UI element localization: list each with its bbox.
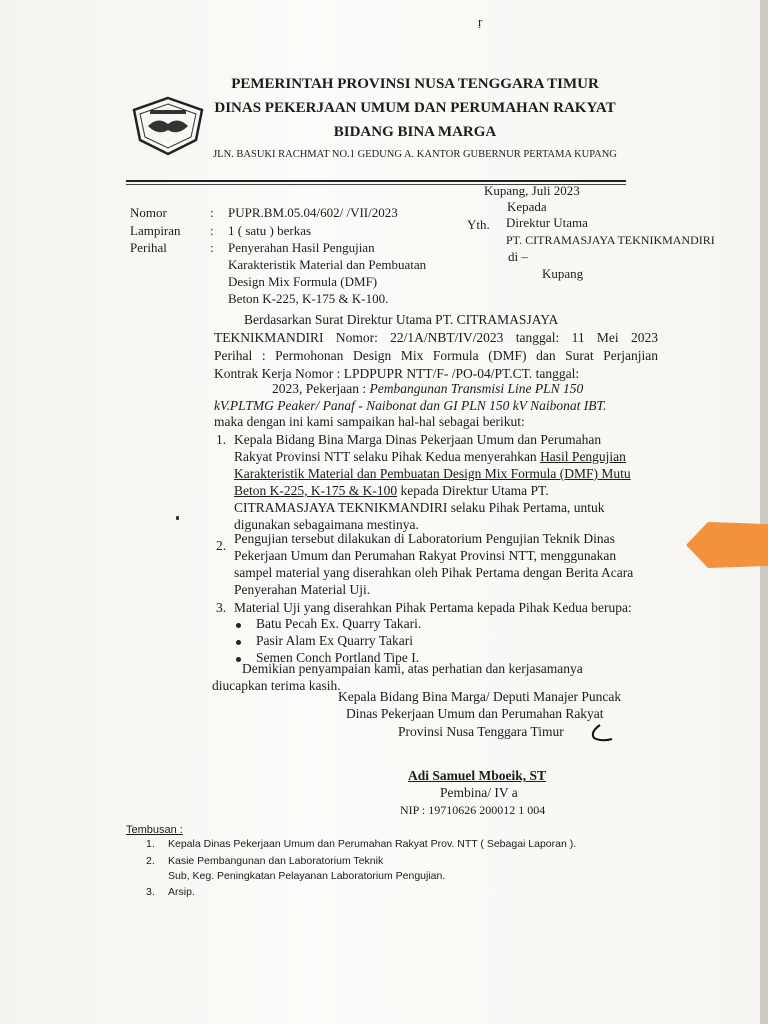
body-p1-line-4: Kontrak Kerja Nomor : LPDPUPR NTT/F- /PO-04/PT.CT. tanggal: — [214, 366, 580, 381]
item-3-number: 3. — [216, 600, 227, 615]
cc-heading: Tembusan : — [126, 824, 183, 836]
signatory-title-2: Dinas Pekerjaan Umum dan Perumahan Rakyat — [346, 706, 604, 721]
recipient-kepada: Kepada — [507, 199, 547, 214]
recipient-line-2: PT. CITRAMASJAYA TEKNIKMANDIRI — [506, 233, 715, 247]
letterhead-line-2: DINAS PEKERJAAN UMUM DAN PERUMAHAN RAKYAT — [214, 100, 616, 116]
item-2-line-1: Pengujian tersebut dilakukan di Laboratorium Pengujian Teknik Dinas — [234, 531, 615, 546]
item-1-line-4-text: kepada Direktur Utama PT. — [397, 483, 549, 498]
item-1-line-6: digunakan sebagaimana mestinya. — [234, 517, 419, 532]
material-item-1: Batu Pecah Ex. Quarry Takari. — [256, 616, 422, 631]
item-1-underline-2: Karakteristik Material dan Pembuatan Design Mix Formula (DMF) Mutu — [234, 466, 631, 481]
place-date: Kupang, Juli 2023 — [484, 183, 580, 198]
item-1-line-4 — [234, 483, 549, 499]
top-ink-mark: ṛ — [478, 14, 483, 29]
cc-item-3-number: 3. — [146, 886, 155, 898]
letterhead-line-3: BIDANG BINA MARGA — [333, 124, 497, 140]
nomor-label: Nomor — [130, 205, 167, 220]
ink-speck — [176, 516, 179, 520]
nomor-colon: : — [210, 205, 214, 220]
item-3-intro: Material Uji yang diserahkan Pihak Pertama kepada Pihak Kedua berupa: — [234, 600, 632, 615]
perihal-line-4: Beton K-225, K-175 & K-100. — [228, 291, 389, 306]
signature-mark — [586, 722, 614, 744]
closing-line-1: Demikian penyampaian kami, atas perhatian dan kerjasamanya — [242, 661, 583, 676]
signatory-title-3: Provinsi Nusa Tenggara Timur — [398, 724, 564, 739]
signatory-nip: NIP : 19710626 200012 1 004 — [400, 803, 546, 817]
lampiran-value: 1 ( satu ) berkas — [228, 223, 312, 238]
body-p1-line-2: TEKNIKMANDIRI Nomor: 22/1A/NBT/IV/2023 tanggal: 11 Mei 2023 — [214, 330, 658, 345]
nomor-value: PUPR.BM.05.04/602/ /VII/2023 — [228, 205, 398, 220]
item-2-line-3: sampel material yang diserahkan oleh Pihak Pertama dengan Berita Acara — [234, 565, 634, 580]
cc-item-2-number: 2. — [146, 855, 155, 867]
item-1-line-2-text: Rakyat Provinsi NTT selaku Pihak Kedua menyerahkan — [234, 449, 541, 464]
bullet-icon — [236, 623, 241, 628]
body-p1-line-5-text: 2023, Pekerjaan : — [272, 381, 370, 396]
page-edge-shadow — [760, 0, 768, 1024]
item-1-line-5: CITRAMASJAYA TEKNIKMANDIRI selaku Pihak Pertama, untuk — [234, 500, 605, 515]
body-p1-line-7: maka dengan ini kami sampaikan hal-hal sebagai berikut: — [214, 414, 525, 429]
perihal-line-2: Karakteristik Material dan Pembuatan — [228, 257, 427, 272]
item-1-underline-1: Hasil Pengujian — [540, 449, 626, 464]
recipient-line-1: Direktur Utama — [506, 215, 588, 230]
item-1-underline-3: Beton K-225, K-175 & K-100 — [234, 483, 398, 498]
item-1-number: 1. — [216, 432, 227, 447]
bullet-icon — [236, 640, 241, 645]
item-1-line-2 — [234, 449, 626, 465]
perihal-colon: : — [210, 240, 214, 255]
lampiran-label: Lampiran — [130, 223, 181, 238]
perihal-label: Perihal — [130, 240, 167, 255]
signatory-name: Adi Samuel Mboeik, ST — [408, 768, 547, 783]
cc-item-2-continued: Sub, Keg. Peningkatan Pelayanan Laboratorium Pengujian. — [168, 870, 446, 882]
letterhead-rule-thick — [126, 180, 626, 182]
bullet-icon — [236, 657, 241, 662]
recipient-line-4: Kupang — [542, 266, 584, 281]
project-name-italic-2: kV.PLTMG Peaker/ Panaf - Naibonat dan GI PLN 150 kV Naibonat IBT. — [214, 398, 607, 413]
lampiran-colon: : — [210, 223, 214, 238]
cc-item-1-number: 1. — [146, 838, 155, 850]
project-name-italic-1: Pembangunan Transmisi Line PLN 150 — [369, 381, 584, 396]
body-p1-line-5 — [272, 381, 583, 397]
item-1-line-1: Kepala Bidang Bina Marga Dinas Pekerjaan Umum dan Perumahan — [234, 432, 602, 447]
item-2-line-2: Pekerjaan Umum dan Perumahan Rakyat Provinsi NTT, menggunakan — [234, 548, 617, 563]
government-emblem-logo — [130, 96, 206, 156]
material-item-2: Pasir Alam Ex Quarry Takari — [256, 633, 414, 648]
item-2-line-4: Penyerahan Material Uji. — [234, 582, 371, 597]
letterhead-address: JLN. BASUKI RACHMAT NO.1 GEDUNG A. KANTOR GUBERNUR PERTAMA KUPANG — [213, 149, 617, 160]
orange-sticky-tab — [686, 522, 768, 568]
perihal-line-1: Penyerahan Hasil Pengujian — [228, 240, 375, 255]
body-p1-line-1: Berdasarkan Surat Direktur Utama PT. CITRAMASJAYA — [244, 312, 559, 327]
item-2-number: 2. — [216, 538, 227, 553]
cc-item-1: Kepala Dinas Pekerjaan Umum dan Perumahan Rakyat Prov. NTT ( Sebagai Laporan ). — [168, 838, 577, 850]
signatory-rank: Pembina/ IV a — [440, 785, 518, 800]
recipient-line-3: di – — [508, 249, 528, 264]
cc-item-3: Arsip. — [168, 886, 195, 898]
perihal-line-3: Design Mix Formula (DMF) — [228, 274, 378, 289]
recipient-yth: Yth. — [467, 217, 490, 232]
body-p1-line-3: Perihal : Permohonan Design Mix Formula (DMF) dan Surat Perjanjian — [214, 348, 658, 363]
letterhead-line-1: PEMERINTAH PROVINSI NUSA TENGGARA TIMUR — [231, 76, 599, 92]
signatory-title-1: Kepala Bidang Bina Marga/ Deputi Manajer Puncak — [338, 689, 622, 704]
closing-line-2: diucapkan terima kasih. — [212, 678, 341, 693]
cc-item-2: Kasie Pembangunan dan Laboratorium Teknik — [168, 855, 384, 867]
material-item-3: Semen Conch Portland Tipe I. — [256, 650, 420, 665]
